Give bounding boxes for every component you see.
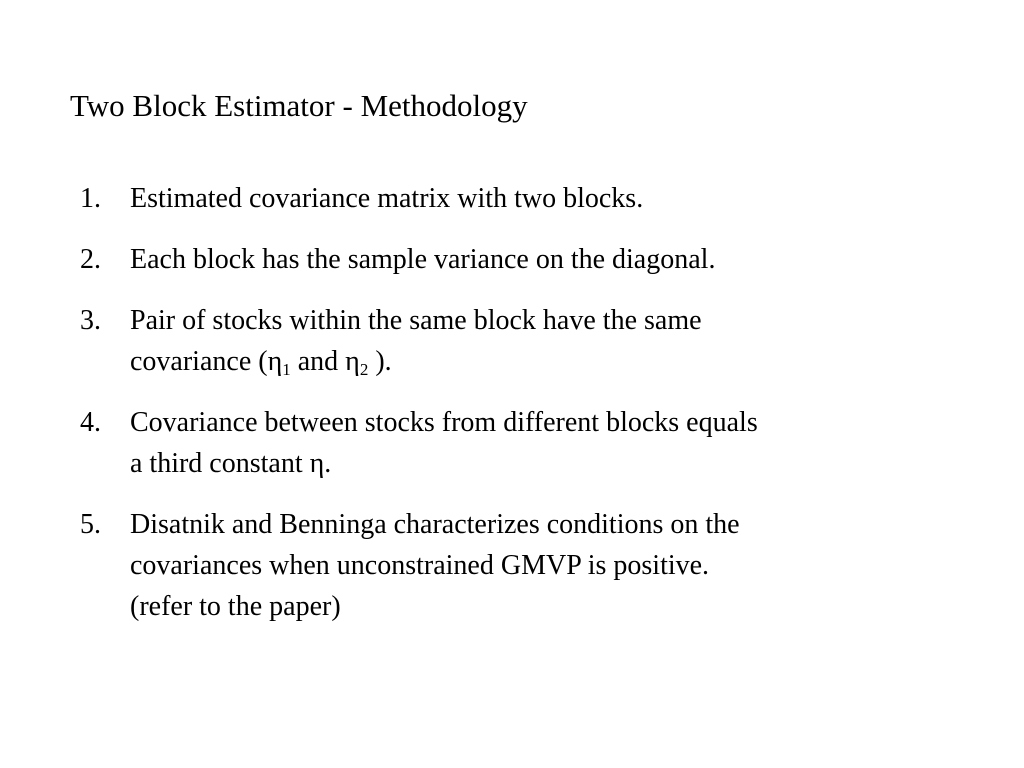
slide-title: Two Block Estimator - Methodology bbox=[70, 88, 528, 123]
list-text bbox=[130, 300, 980, 382]
subscript-1: 1 bbox=[282, 360, 291, 379]
list-line: a third constant η. bbox=[130, 448, 332, 479]
list-item-4 bbox=[80, 402, 980, 484]
list-text bbox=[130, 504, 980, 627]
list-line: Disatnik and Benninga characterizes conditions on the bbox=[130, 509, 740, 540]
list-item-2 bbox=[80, 239, 980, 280]
eta-symbol: η bbox=[345, 346, 360, 377]
list-line: Pair of stocks within the same block have the same bbox=[130, 305, 702, 336]
list-text bbox=[130, 178, 980, 219]
formula-suffix: ). bbox=[368, 346, 392, 377]
list-text bbox=[130, 402, 980, 484]
numbered-list bbox=[80, 178, 980, 647]
list-text bbox=[130, 239, 980, 280]
formula-prefix: covariance ( bbox=[130, 346, 268, 377]
list-line: (refer to the paper) bbox=[130, 591, 341, 622]
list-line: covariances when unconstrained GMVP is positive. bbox=[130, 550, 710, 581]
list-number: 2. bbox=[80, 244, 101, 275]
list-line: Covariance between stocks from different blocks equals bbox=[130, 407, 758, 438]
subscript-2: 2 bbox=[359, 360, 369, 379]
list-number: 5. bbox=[80, 509, 101, 540]
list-item-3 bbox=[80, 300, 980, 382]
list-item-5 bbox=[80, 504, 980, 627]
list-number: 3. bbox=[80, 305, 101, 336]
formula-and: and bbox=[290, 346, 346, 377]
list-item-1 bbox=[80, 178, 980, 219]
list-line: Each block has the sample variance on the diagonal. bbox=[130, 244, 716, 275]
list-number: 1. bbox=[80, 183, 101, 214]
list-line: Estimated covariance matrix with two blocks. bbox=[130, 183, 644, 214]
list-line-formula bbox=[130, 341, 980, 382]
list-number: 4. bbox=[80, 407, 101, 438]
eta-symbol: η bbox=[267, 346, 283, 377]
